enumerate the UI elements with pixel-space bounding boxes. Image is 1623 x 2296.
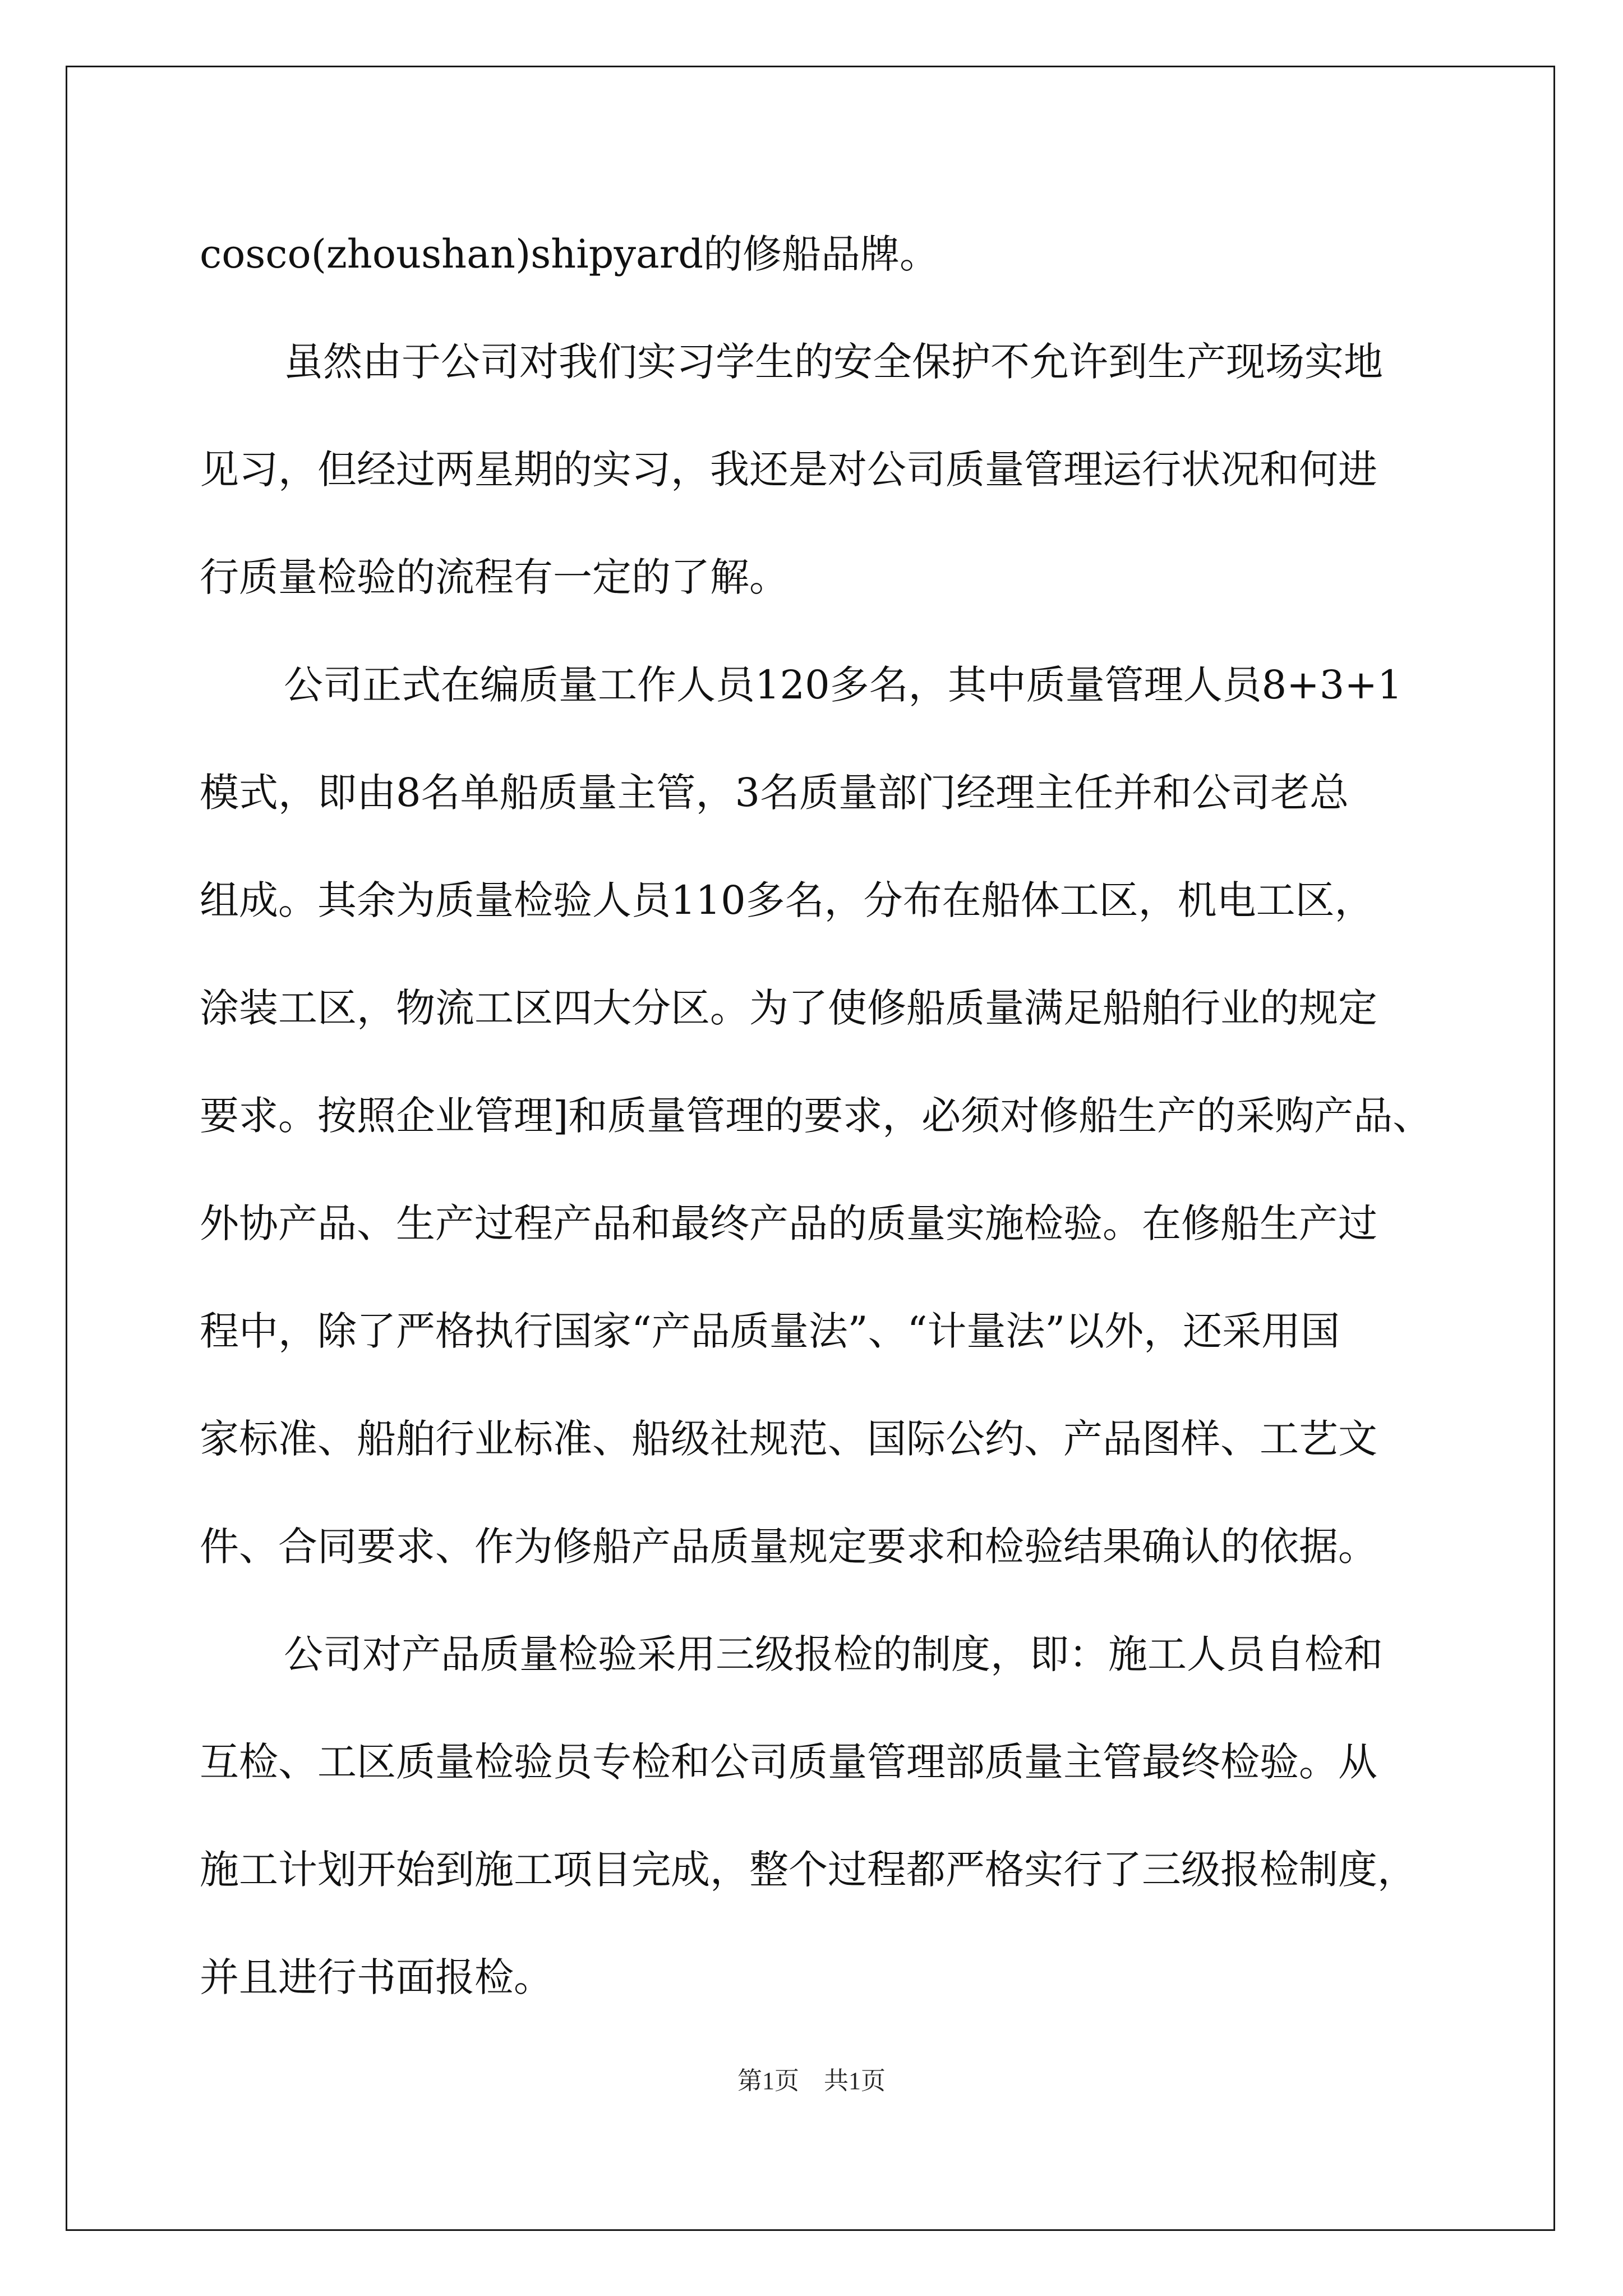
text-line: 模式，即由8名单船质量主管，3名质量部门经理主任并和公司老总 (200, 770, 1349, 816)
paragraph-start-line: 公司正式在编质量工作人员120多名，其中质量管理人员8+3+1 (284, 662, 1403, 708)
text-line: 见习，但经过两星期的实习，我还是对公司质量管理运行状况和何进 (200, 447, 1377, 493)
text-line: 组成。其余为质量检验人员110多名，分布在船体工区，机电工区， (200, 877, 1374, 923)
text-line: 互检、工区质量检验员专检和公司质量管理部质量主管最终检验。从 (200, 1739, 1377, 1785)
text-line: 程中，除了严格执行国家“产品质量法”、“计量法”以外，还采用国 (200, 1308, 1340, 1354)
text-line: 外协产品、生产过程产品和最终产品的质量实施检验。在修船生产过 (200, 1200, 1377, 1246)
text-line: 家标准、船舶行业标准、船级社规范、国际公约、产品图样、工艺文 (200, 1416, 1377, 1462)
page-number: 第1页 (737, 2067, 799, 2095)
page-footer (0, 2064, 1623, 2098)
document-body (200, 209, 1433, 2040)
text-line: 并且进行书面报检。 (200, 1954, 553, 2000)
paragraph-start-line: 虽然由于公司对我们实习学生的安全保护不允许到生产现场实地 (284, 339, 1383, 385)
text-line: 行质量检验的流程有一定的了解。 (200, 554, 789, 600)
text-line: 要求。按照企业管理]和质量管理的要求，必须对修船生产的采购产品、 (200, 1093, 1432, 1139)
text-line: 施工计划开始到施工项目完成，整个过程都严格实行了三级报检制度， (200, 1847, 1417, 1893)
page-total: 共1页 (824, 2067, 886, 2095)
text-line: cosco(zhoushan)shipyard的修船品牌。 (200, 231, 939, 277)
text-line: 涂装工区，物流工区四大分区。为了使修船质量满足船舶行业的规定 (200, 985, 1377, 1031)
paragraph-start-line: 公司对产品质量检验采用三级报检的制度，即：施工人员自检和 (284, 1631, 1383, 1677)
text-line: 件、合同要求、作为修船产品质量规定要求和检验结果确认的依据。 (200, 1524, 1377, 1570)
